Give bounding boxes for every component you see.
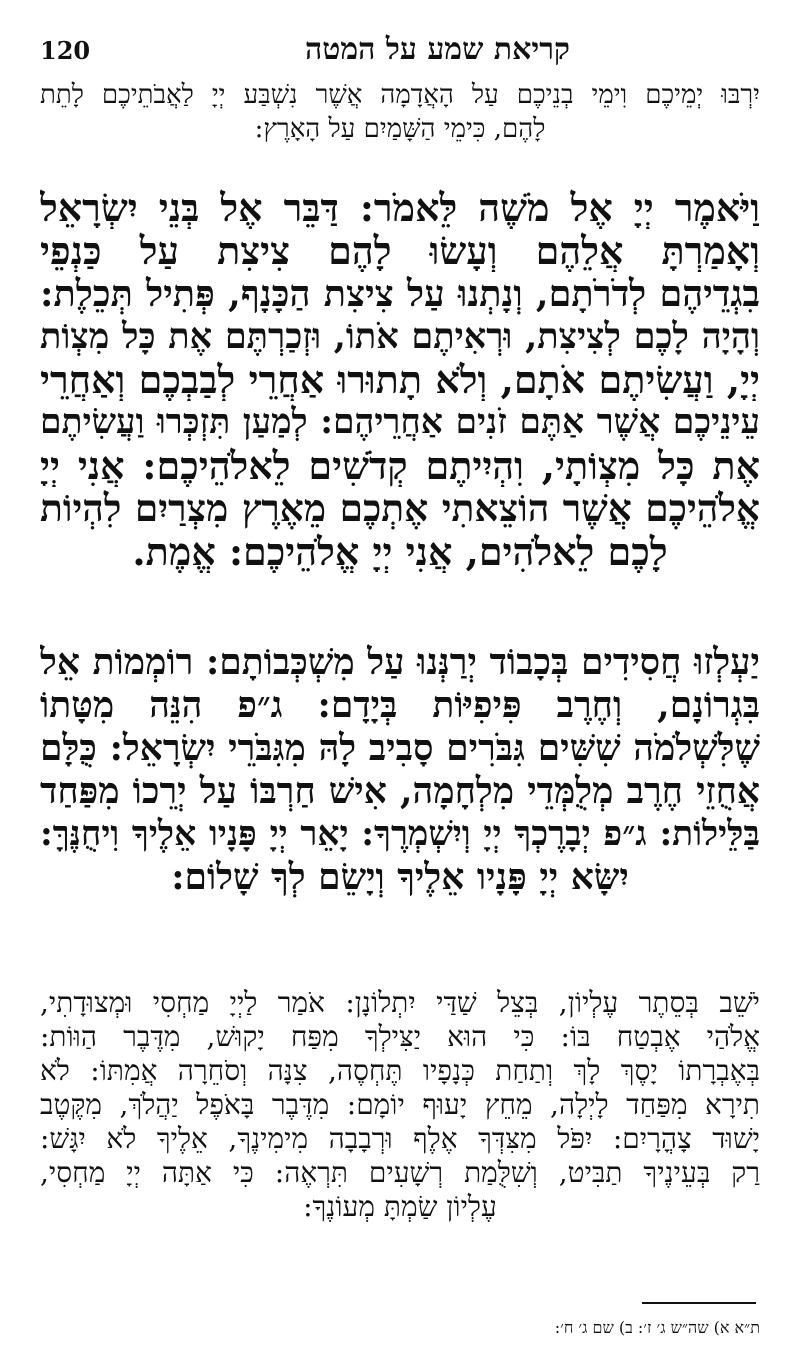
footnote-divider (642, 1302, 756, 1304)
text-line: לָכֶם לֵאלֹהִים, אֲנִי יְיָ אֱלֹהֵיכֶם: אֱמֶת. (132, 530, 668, 573)
text-line: וְאָמַרְתָּ אֲלֵהֶם וְעָשׂוּ לָהֶם צִיצִת עַל כַּנְפֵי (40, 229, 760, 272)
text-line: יֹשֵׁב בְּסֵתֶר עֶלְיוֹן, בְּצֵל שַׁדַּי יִתְלוֹנָן: אֹמַר לַיְיָ מַחְסִי וּמְצוּדָתִי, (40, 986, 760, 1019)
text-line: בְּאֶבְרָתוֹ יָסֶךְ לָךְ וְתַחַת כְּנָפָיו תֶּחְסֶה, צִנָּה וְסֹחֵרָה אֲמִתּוֹ: לֹא (40, 1054, 760, 1087)
text-line: בִּגְרוֹנָם, וְחֶרֶב פִּיפִיּוֹת בְּיָדָם: ג״פ הִנֵּה מִטָּתוֹ (40, 684, 760, 726)
text-line: שֶׁלִּשְׁלֹמֹה שִׁשִּׁים גִּבֹּרִים סָבִיב לָהּ מִגִּבֹּרֵי יִשְׂרָאֵל: כֻּלָּם (40, 727, 760, 769)
text-line: אֶת כָּל מִצְוֹתָי, וִהְיִיתֶם קְדֹשִׁים לֵאלֹהֵיכֶם: אֲנִי יְיָ (40, 444, 760, 487)
text-line: תִירָא מִפַּחַד לָיְלָה, מֵחֵץ יָעוּף יוֹמָם: מִדֶּבֶר בָּאֹפֶל יַהֲלֹךְ, מִקֶּטֶב (40, 1088, 760, 1121)
vayomer-paragraph (40, 186, 760, 573)
text-line: בִגְדֵיהֶם לְדֹרֹתָם, וְנָתְנוּ עַל צִיצִת הַכָּנָף, פְּתִיל תְּכֵלֶת: (40, 272, 760, 315)
page-number: 120 (40, 36, 91, 65)
text-line: עֵינֵיכֶם אֲשֶׁר אַתֶּם זֹנִים אַחֲרֵיהֶם: לְמַעַן תִּזְכְּרוּ וַעֲשִׂיתֶם (40, 402, 760, 442)
text-line: עֶלְיוֹן שַׂמְתָּ מְעוֹנֶךָ: (303, 1190, 497, 1223)
page-header (40, 30, 760, 74)
text-line: בַּלֵּילוֹת: ג״פ יְבָרֶכְךָ יְיָ וְיִשְׁמְרֶךָ: יָאֵר יְיָ פָּנָיו אֵלֶיךָ וִיחֻנֶּךָּ: (40, 814, 760, 854)
text-line: אֲחֻזֵי חֶרֶב מְלֻמְּדֵי מִלְחָמָה, אִישׁ חַרְבּוֹ עַל יְרֵכוֹ מִפַּחַד (40, 770, 760, 812)
text-line: יָשׁוּד צָהֳרָיִם: יִפֹּל מִצִּדְּךָ אֶלֶף וּרְבָבָה מִימִינֶךָ, אֵלֶיךָ לֹא יִגָּשׁ: (40, 1122, 760, 1155)
text-line: יַעְלְזוּ חֲסִידִים בְּכָבוֹד יְרַנְּנוּ עַל מִשְׁכְּבוֹתָם: רוֹמְמוֹת אֵל (40, 641, 760, 683)
yaalzu-paragraph (40, 641, 760, 899)
text-line: יִשָּׂא יְיָ פָּנָיו אֵלֶיךָ וְיָשֵׂם לְךָ שָׁלוֹם: (171, 856, 629, 898)
text-line: יִרְבּוּ יְמֵיכֶם וִימֵי בְנֵיכֶם עַל הָאֲדָמָה אֲשֶׁר נִשְׁבַּע יְיָ לַאֲבֹתֵיכֶם לָתֵת (40, 80, 760, 110)
text-line: יְיָ, וַעֲשִׂיתֶם אֹתָם, וְלֹא תָתוּרוּ אַחֲרֵי לְבַבְכֶם וְאַחֲרֵי (40, 358, 760, 401)
intro-paragraph (40, 78, 760, 146)
yoshev-paragraph (40, 986, 760, 1224)
text-line: וַיֹּאמֶר יְיָ אֶל מֹשֶׁה לֵּאמֹר: דַּבֵּר אֶל בְּנֵי יִשְׂרָאֵל (40, 186, 760, 229)
running-title: קריאת שמע על המטה (305, 32, 570, 67)
text-line: וְהָיָה לָכֶם לְצִיצִת, וּרְאִיתֶם אֹתוֹ, וּזְכַרְתֶּם אֶת כָּל מִצְוֹת (40, 316, 760, 357)
text-line: אֱלֹהַי אֶבְטַח בּוֹ: כִּי הוּא יַצִּילְךָ מִפַּח יָקוּשׁ, מִדֶּבֶר הַוּוֹת: (40, 1020, 760, 1053)
text-line: רַק בְּעֵינֶיךָ תַבִּיט, וְשִׁלֻּמַת רְשָׁעִים תִּרְאֶה: כִּי אַתָּה יְיָ מַחְסִי, (40, 1156, 760, 1189)
footnote: ת״א א) שה״ש ג׳ ז׳: ב) שם ג׳ ח׳: (554, 1318, 760, 1337)
text-line: אֱלֹהֵיכֶם אֲשֶׁר הוֹצֵאתִי אֶתְכֶם מֵאֶרֶץ מִצְרַיִם לִהְיוֹת (40, 487, 760, 530)
text-line: לָהֶם, כִּימֵי הַשָּׁמַיִם עַל הָאָרֶץ: (254, 114, 546, 144)
